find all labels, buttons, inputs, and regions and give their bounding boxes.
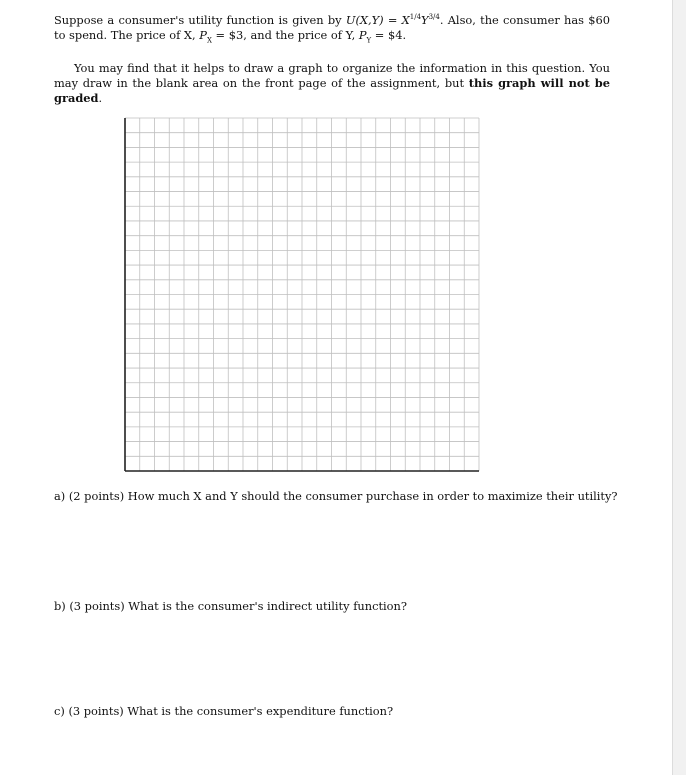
price-x-value: = $3, and the price of Y, bbox=[211, 28, 359, 42]
question-a: a) (2 points) How much X and Y should the consumer purchase in order to maximize their utility? bbox=[54, 489, 618, 503]
budget-text: . Also, the consumer has $60 to spend. The price of X, bbox=[54, 13, 610, 42]
problem-statement bbox=[54, 13, 610, 48]
x-exponent: 1/4 bbox=[409, 13, 422, 22]
price-y-value: = $4. bbox=[371, 28, 407, 42]
graph-note-end: . bbox=[98, 91, 103, 105]
statement-text: Suppose a consumer's utility function is given by bbox=[54, 13, 346, 27]
utility-function-label: U(X,Y) bbox=[345, 13, 384, 27]
y-variable: Y bbox=[421, 13, 429, 27]
equals-sign: = bbox=[383, 13, 402, 27]
graph-grid bbox=[123, 117, 480, 473]
question-c: c) (3 points) What is the consumer's expenditure function? bbox=[54, 704, 394, 718]
price-y-symbol: P bbox=[358, 28, 367, 42]
question-b: b) (3 points) What is the consumer's indirect utility function? bbox=[54, 599, 407, 613]
graph-note bbox=[54, 61, 610, 106]
scrollbar-track[interactable] bbox=[672, 0, 686, 775]
x-variable: X bbox=[401, 13, 410, 27]
price-x-subscript: X bbox=[206, 36, 212, 45]
price-y-subscript: Y bbox=[366, 36, 372, 45]
y-exponent: 3/4 bbox=[428, 13, 440, 22]
graph-note-text: You may find that it helps to draw a graph to organize the information in this question. You may draw in the blank area on the front page of the assignment, but bbox=[54, 61, 610, 90]
graph-note-bold: this graph will not be graded bbox=[54, 76, 610, 105]
price-x-symbol: P bbox=[199, 28, 207, 42]
